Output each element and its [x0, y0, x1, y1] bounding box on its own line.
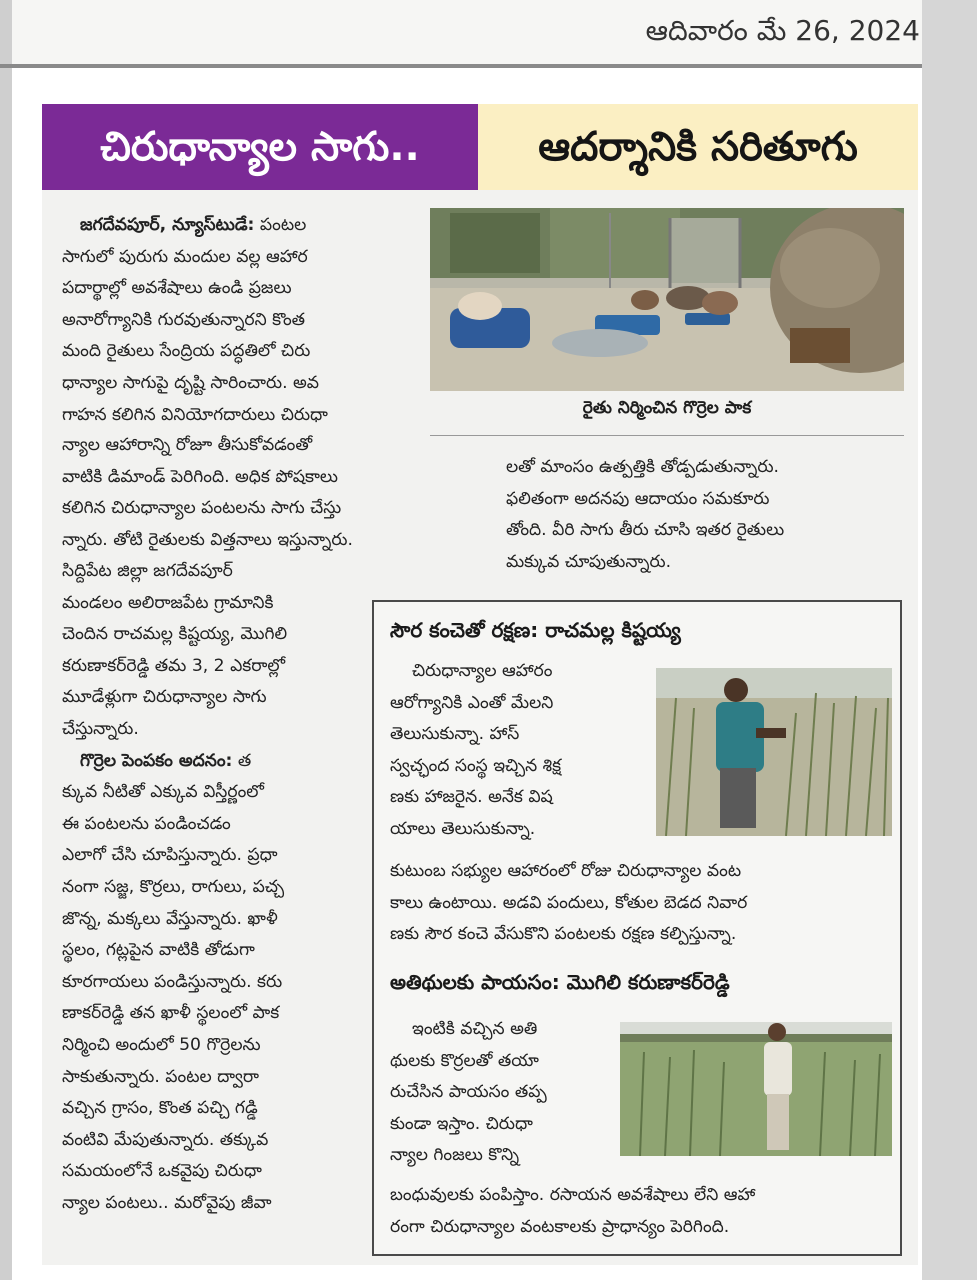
- article-line: గాహన కలిగిన వినియోగదారులు చిరుధా: [62, 404, 328, 425]
- farmer-karunakar-photo: [620, 1022, 892, 1156]
- article-line: ఈ పంటలను పండించడం: [62, 813, 231, 834]
- article-line: న్యాల ఆహారాన్ని రోజూ తీసుకోవడంతో: [62, 435, 313, 455]
- article-line: మంది రైతులు సేంద్రియ పద్ధతిలో చిరు: [62, 341, 311, 362]
- article-line: అనారోగ్యానికి గురవుతున్నారని కొంత: [62, 309, 306, 330]
- box-line: థులకు కొర్రలతో తయా: [390, 1050, 539, 1071]
- article-right-block: [506, 452, 902, 578]
- article-line: న్నారు. తోటి రైతులకు విత్తనాలు ఇస్తున్నారు.: [62, 529, 353, 550]
- box-line: కాలు ఉంటాయి. అడవి పందులు, కోతుల బెడద నివార: [390, 892, 748, 913]
- article-mid-block: [62, 430, 462, 556]
- box-line: న్యాల గింజలు కొన్ని: [390, 1145, 520, 1166]
- box-p1-wide: [390, 856, 890, 951]
- article-line: సాకుతున్నారు. పంటల ద్వారా: [62, 1066, 259, 1087]
- article-line: తోంది. వీరి సాగు తీరు చూసి ఇతర రైతులు: [506, 520, 785, 541]
- box-line: రుచేసిన పాయసం తప్ప: [390, 1082, 547, 1103]
- box-line: కుండా ఇస్తాం. చిరుధా: [390, 1113, 533, 1134]
- box-line: ఆరోగ్యానికి ఎంతో మేలని: [390, 692, 554, 713]
- dateline: జగదేవపూర్, న్యూస్‌టుడే:: [80, 215, 255, 235]
- article-line: క్కువ నీటితో ఎక్కువ విస్తీర్ణంలో: [62, 782, 264, 803]
- box-line: రంగా చిరుధాన్యాల వంటకాలకు ప్రాధాన్యం పెరిగింది.: [390, 1216, 730, 1237]
- article-line: మూడేళ్లుగా చిరుధాన్యాల సాగు: [62, 687, 267, 708]
- article-line: మండలం అలిరాజపేట గ్రామానికి: [62, 592, 274, 613]
- box-line: ఇంటికి వచ్చిన అతి: [412, 1019, 538, 1039]
- article-line: కూరగాయలు పండిస్తున్నారు. కరు: [62, 971, 283, 992]
- article-line: మక్కువ చూపుతున్నారు.: [506, 551, 672, 572]
- farmer-kistayya-photo: [656, 668, 892, 836]
- article-line: ణాకర్‌రెడ్డి తన ఖాళీ స్థలంలో పాక: [62, 1003, 280, 1024]
- article-line: లతో మాంసం ఉత్పత్తికి తోడ్పడుతున్నారు.: [506, 457, 779, 477]
- box-line: ణకు సౌర కంచె వేసుకొని పంటలకు రక్షణ కల్పిస్తున్నా.: [390, 924, 737, 945]
- article-line: ధాన్యాల సాగుపై దృష్టి సారించారు. అవ: [62, 372, 319, 393]
- article-line: వాటికి డిమాండ్ పెరిగింది. అధిక పోషకాలు: [62, 466, 338, 487]
- article-left-block: [62, 556, 358, 1219]
- article-line: సమయంలోనే ఒకవైపు చిరుధా: [62, 1161, 262, 1182]
- article-line: సిద్దిపేట జిల్లా జగదేవపూర్: [62, 561, 233, 581]
- subhead: గొర్రెల పెంపకం అదనం:: [80, 750, 233, 771]
- box-line: ణకు హాజరైన. అనేక విష: [390, 787, 553, 808]
- headline-left: చిరుధాన్యాల సాగు..: [42, 104, 478, 190]
- article-line: వచ్చిన గ్రాసం, కొంత పచ్చి గడ్డి: [62, 1098, 258, 1119]
- article-line: జొన్న, మక్కలు వేస్తున్నారు. ఖాళీ: [62, 908, 278, 929]
- article-line: ఫలితంగా అదనపు ఆదాయం సమకూరు: [506, 488, 770, 509]
- photo-caption: రైతు నిర్మించిన గొర్రెల పాక: [582, 398, 752, 418]
- box-line: స్వచ్ఛంద సంస్థ ఇచ్చిన శిక్ష: [390, 755, 562, 776]
- box-line: కుటుంబ సభ్యుల ఆహారంలో రోజు చిరుధాన్యాల వంట: [390, 861, 742, 881]
- article-line: చేస్తున్నారు.: [62, 718, 139, 739]
- left-margin-strip: [0, 0, 12, 1280]
- article-line: కలిగిన చిరుధాన్యాల పంటలను సాగు చేస్తు: [62, 498, 342, 519]
- box-p1-narrow: [390, 656, 648, 846]
- box-line: బంధువులకు పంపిస్తాం. రసాయన అవశేషాలు లేని ఆహా: [390, 1185, 756, 1205]
- article-line: న్యాల పంటలు.. మరోవైపు జీవా: [62, 1192, 272, 1213]
- article-top-block: [62, 210, 414, 431]
- article-line: వంటివి మేపుతున్నారు. తక్కువ: [62, 1129, 269, 1150]
- box-p2-wide: [390, 1180, 890, 1243]
- caption-rule: [430, 435, 904, 436]
- right-margin-strip: [922, 0, 977, 1280]
- article-line: సాగులో పురుగు మందుల వల్ల ఆహార: [62, 246, 308, 267]
- headline-right: ఆదర్శానికి సరితూగు: [478, 104, 918, 190]
- article-line: నిర్మించి అందులో 50 గొర్రెలను: [62, 1034, 261, 1055]
- article-line: పదార్థాల్లో అవశేషాలు ఉండి ప్రజలు: [62, 278, 292, 299]
- box-heading-2: అతిథులకు పాయసం: మొగిలి కరుణాకర్‌రెడ్డి: [390, 970, 730, 994]
- article-line: చెందిన రాచమల్ల కిష్టయ్య, మొగిలి: [62, 624, 288, 645]
- box-line: యాలు తెలుసుకున్నా.: [390, 818, 536, 839]
- box-heading-1: సౌర కంచెతో రక్షణ: రాచమల్ల కిష్టయ్య: [390, 618, 681, 642]
- subhead-rest: త: [237, 750, 252, 771]
- sheep-pen-photo: [430, 208, 904, 391]
- box-p2-narrow: [390, 1014, 610, 1172]
- article-line: కరుణాకర్‌రెడ్డి తమ 3, 2 ఎకరాల్లో: [62, 655, 286, 676]
- dateline-rest: పంటల: [259, 215, 307, 235]
- article-line: ఎలాగో చేసి చూపిస్తున్నారు. ప్రధా: [62, 845, 278, 866]
- page-date: ఆదివారం మే 26, 2024: [645, 14, 920, 47]
- box-line: తెలుసుకున్నా. హాస్: [390, 724, 520, 745]
- article-line: స్థలం, గట్లపైన వాటికి తోడుగా: [62, 940, 255, 961]
- article-line: నంగా సజ్జ, కొర్రలు, రాగులు, పచ్చ: [62, 876, 285, 897]
- box-line: చిరుధాన్యాల ఆహారం: [412, 661, 553, 681]
